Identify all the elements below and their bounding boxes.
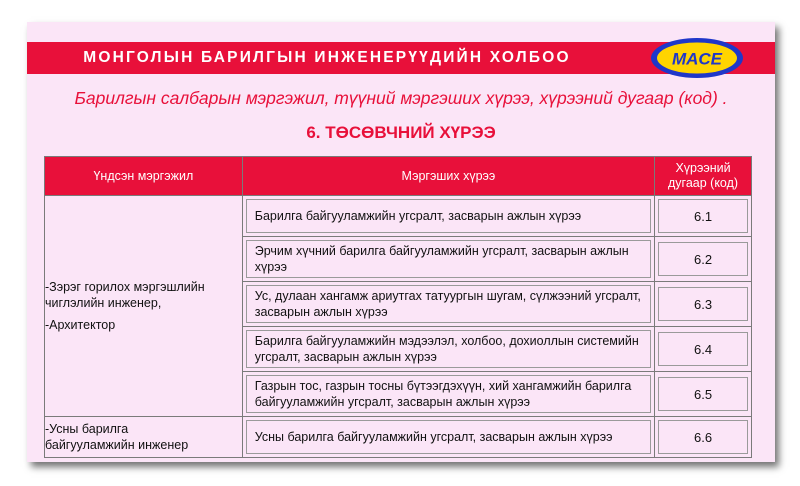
specialty-line: -Усны барилга [45, 422, 129, 436]
section-title: 6. ТӨСӨВЧНИЙ ХҮРЭЭ [306, 123, 496, 142]
scope-cell: Газрын тос, газрын тосны бүтээгдэхүүн, хий хангамжийн барилга байгууламжийн угсралт, засварын ажлын хүрээ [246, 375, 651, 413]
code-cell: 6.1 [658, 199, 748, 233]
subtitle: Барилгын салбарын мэргэжил, түүний мэргэших хүрээ, хүрээний дугаар (код) . [74, 88, 728, 108]
slide [27, 22, 775, 462]
scope-cell: Барилга байгууламжийн угсралт, засварын ажлын хүрээ [246, 199, 651, 233]
scope-table [44, 156, 752, 458]
scope-cell: Эрчим хүчний барилга байгууламжийн угсралт, засварын ажлын хүрээ [246, 240, 651, 278]
specialty-cell [45, 417, 243, 458]
table-row [45, 196, 752, 237]
scope-cell: Ус, дулаан хангамж ариутгах татуургын шугам, сүлжээний угсралт, засварын ажлын хүрээ [246, 285, 651, 323]
logo-text: MACE [671, 49, 723, 69]
banner-title: МОНГОЛЫН БАРИЛГЫН ИНЖЕНЕРҮҮДИЙН ХОЛБОО [83, 49, 571, 66]
code-cell: 6.3 [658, 287, 748, 321]
header-code [655, 157, 752, 196]
header-scope: Мэргэших хүрээ [242, 157, 654, 196]
table-row [45, 417, 752, 458]
header-specialty: Үндсэн мэргэжил [45, 157, 243, 196]
header-code-line1: Хүрээний [675, 161, 731, 175]
code-cell: 6.5 [658, 377, 748, 411]
specialty-line: байгууламжийн инженер [45, 438, 189, 452]
scope-cell: Усны барилга байгууламжийн угсралт, засварын ажлын хүрээ [246, 420, 651, 454]
header-code-line2: дугаар (код) [668, 176, 739, 190]
scope-cell: Барилга байгууламжийн мэдээлэл, холбоо, дохиоллын системийн угсралт, засварын ажлын хүрээ [246, 330, 651, 368]
specialty-line: -Зэрэг горилох мэргэшлийн [45, 280, 205, 294]
specialty-cell [45, 196, 243, 417]
code-cell: 6.2 [658, 242, 748, 276]
specialty-line: -Архитектор [45, 318, 116, 332]
mace-logo [649, 36, 745, 80]
code-cell: 6.6 [658, 420, 748, 454]
specialty-line: чиглэлийн инженер, [45, 296, 162, 310]
table-header-row [45, 157, 752, 196]
code-cell: 6.4 [658, 332, 748, 366]
